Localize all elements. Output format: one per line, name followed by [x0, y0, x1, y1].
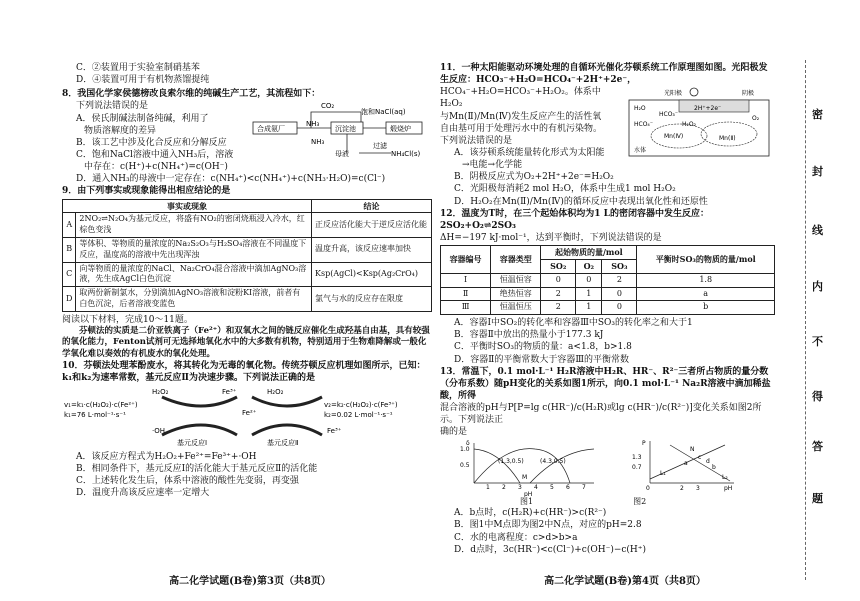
option-line: D．温度升高该反应速率一定增大	[76, 488, 210, 499]
question-line: ΔH=−197 kJ·mol⁻¹，达到平衡时，下列说法错误的是	[440, 232, 662, 243]
tick-label: 0.7	[632, 463, 642, 471]
svg-text:0: 0	[646, 484, 650, 492]
svg-text:4: 4	[534, 483, 538, 491]
diagram-rate: k₂=0.02 L·mol⁻¹·s⁻¹	[324, 410, 393, 419]
reading-title: 阅读以下材料，完成10～11题。	[62, 314, 193, 325]
question-13-stem: 13．常温下，0.1 mol·L⁻¹ H₂R溶液中H₂R、HR⁻、R²⁻三者所占物质的量分数（分布系数）随pH变化的关系如图1所示，向0.1 mol·L⁻¹ Na₂R溶液中滴加稀盐酸，所得	[440, 366, 771, 401]
diagram-rate: k₁=76 L·mol⁻¹·s⁻¹	[64, 410, 126, 419]
seal-char: 内	[812, 280, 823, 293]
table-header: 结论	[312, 199, 432, 213]
tick-label: 1.3	[632, 453, 642, 461]
table-row: Ⅰ 恒温恒容 0 0 2 1.8	[441, 273, 775, 287]
seal-char: 密	[812, 108, 823, 121]
table-row: C 向等物质的量浓度的NaCl、Na₂CrO₄混合溶液中滴加AgNO₃溶液，先生成AgCl白色沉淀 Ksp(AgCl)<Ksp(Ag₂CrO₄)	[63, 262, 432, 287]
svg-text:1: 1	[486, 483, 490, 491]
flow-box-tank: 沉淀池	[335, 125, 356, 134]
diagram-label: H₂O	[634, 105, 646, 113]
flow-label-product: NH₄Cl(s)	[391, 150, 421, 159]
flow-box-plant: 合成氨厂	[257, 125, 285, 134]
table-row: A 2NO₂⇌N₂O₄为基元反应，将盛有NO₂的密闭烧瓶浸入冷水，红棕色变浅 正反应活化能大于逆反应活化能	[63, 213, 432, 238]
left-column	[62, 62, 432, 499]
right-column	[440, 62, 775, 556]
diagram-label: ·OH	[152, 426, 165, 435]
question-12-table: 容器编号 容器类型 起始物质的量/mol 平衡时SO₃的物质的量/mol SO₂ O₂ SO₃ Ⅰ 恒温恒容 0 0 2 1.8 Ⅱ 绝热恒容 2 1 0 a Ⅲ 恒温恒压 2 1 0 b	[440, 245, 775, 315]
option-line: D．容器Ⅱ的平衡常数大于容器Ⅲ的平衡常数	[454, 354, 630, 365]
option-line: →电能→化学能	[462, 160, 523, 171]
page-footer-left: 高二化学试题(B卷)第3页（共8页）	[169, 576, 331, 587]
table-header: 容器类型	[491, 246, 541, 274]
diagram-label: Fe³⁺	[222, 387, 237, 396]
diagram-caption: 基元反应Ⅰ	[177, 438, 208, 447]
option-line: B．相同条件下，基元反应Ⅰ的活化能大于基元反应Ⅱ的活化能	[76, 463, 318, 474]
question-11-stem: 11．一种太阳能驱动环境处理的自循环光催化芬顿系统工作原理图如图。光阳极发生反应：HCO₃⁻+H₂O=HCO₄⁻+2H⁺+2e⁻，	[440, 63, 768, 86]
option-line: B．容器Ⅱ中放出的热量小于177.3 kJ	[454, 330, 604, 341]
flow-label-filter: 过滤	[373, 142, 387, 151]
option-line: C．上述转化发生后，体系中溶液的酸性先变弱，再变强	[76, 475, 299, 486]
photo-fenton-diagram	[624, 86, 774, 158]
table-row: B 等体积、等物质的量浓度的Na₂S₂O₃与H₂SO₄溶液在不同温度下反应，温度高的溶液中先出现浑浊 温度升高，该反应速率加快	[63, 237, 432, 262]
question-line: 混合溶液的pH与P[P=lg c(HR⁻)/c(H₂R)或lg c(HR⁻)/c(R²⁻)]变化关系如图2所示。下列说法正	[440, 403, 762, 426]
question-9-stem: 9．由下列事实或现象能得出相应结论的是	[62, 186, 231, 197]
flow-box-furnace: 煅烧炉	[390, 125, 411, 134]
svg-text:2: 2	[502, 483, 506, 491]
tick-label: 0.5	[460, 461, 470, 469]
point-label: (1.3,0.5)	[498, 457, 524, 465]
tick-label: 1.0	[460, 445, 470, 453]
flow-label-co2: CO₂	[321, 102, 335, 111]
diagram-label: H₂O₂	[682, 121, 697, 129]
axis-label: δ	[466, 439, 470, 447]
diagram-label: HCO₃⁻	[659, 111, 678, 119]
svg-text:N: N	[690, 445, 695, 453]
svg-text:5: 5	[550, 483, 554, 491]
figure-2-p-vs-ph	[630, 439, 740, 497]
diagram-label: H₂O₂	[267, 387, 284, 396]
table-header: 容器编号	[441, 246, 491, 274]
question-ask: 下列说法错误的是	[440, 135, 513, 146]
seal-char: 不	[812, 335, 823, 348]
table-row: Ⅲ 恒温恒压 2 1 0 b	[441, 301, 775, 315]
question-9-table	[62, 199, 432, 312]
option-line: B．阴极反应式为O₂+2H⁺+2e⁻=H₂O₂	[454, 172, 614, 183]
svg-text:b: b	[712, 463, 716, 471]
seal-dashed-line	[805, 60, 806, 580]
diagram-label: O₂	[752, 115, 760, 123]
svg-text:L₁: L₁	[660, 469, 666, 477]
question-ask: 下列说法错误的是	[76, 101, 149, 112]
svg-text:6: 6	[566, 483, 570, 491]
seal-char: 得	[812, 390, 823, 403]
option-line: A．该芬顿系统能量转化形式为太阳能	[454, 147, 605, 158]
point-label: (4.3,0.5)	[540, 457, 566, 465]
option-line: A．b点时，c(H₂R)+c(HR⁻)>c(R²⁻)	[454, 508, 607, 519]
table-header: 平衡时SO₃的物质的量/mol	[637, 246, 775, 274]
axis-label: pH	[724, 484, 733, 492]
option-line: C．饱和NaCl溶液中通入NH₃后，溶液	[76, 149, 234, 160]
diagram-label: Mn(Ⅳ)	[664, 133, 684, 141]
option-line: B．图1中M点即为图2中N点，对应的pH=2.8	[454, 520, 642, 531]
diagram-label: 阴极	[742, 90, 755, 98]
option-line: D．H₂O₂在Mn(Ⅱ)/Mn(Ⅳ)的循环反应中表现出氧化性和还原性	[454, 196, 708, 207]
reading-text: 芬顿法的实质是二价亚铁离子（Fe²⁺）和双氧水之间的链反应催化生成羟基自由基，具有较强的氧化能力，Fenton试剂可无选择地氧化水中的大多数有机物，特别适用于生物难降解或一般化学氧化难以奏效的有机废水的氧化处理。	[62, 325, 430, 359]
table-row: Ⅱ 绝热恒容 2 1 0 a	[441, 287, 775, 301]
seal-line-sidebar	[784, 0, 860, 601]
svg-text:3: 3	[518, 483, 522, 491]
seal-char: 线	[812, 224, 823, 237]
option-line: A．侯氏制碱法制备纯碱，利用了	[76, 113, 209, 124]
flow-label-mother: 母液	[335, 150, 349, 159]
flow-label-nh3-b: NH₃	[311, 138, 325, 147]
flow-label-saturated: 饱和NaCl(aq)	[361, 108, 406, 117]
axis-label: P	[642, 439, 646, 447]
question-line: 与Mn(Ⅱ)/Mn(Ⅳ)发生反应产生的活性氧	[440, 111, 602, 122]
table-row: D 取两份新制氯水，分别滴加AgNO₃溶液和淀粉KI溶液，前者有白色沉淀，后者溶液变蓝色 氯气与水的反应存在限度	[63, 287, 432, 312]
svg-text:2: 2	[680, 484, 684, 492]
option-line: D．通入NH₃的母液中一定存在：c(NH₄⁺)<c(NH₄⁺)+c(NH₃·H₂O)=c(Cl⁻)	[76, 174, 386, 185]
option-line: 中存在：c(H⁺)+c(NH₄⁺)=c(OH⁻)	[84, 162, 228, 173]
option-line: A．容器Ⅰ中SO₂的转化率和容器Ⅲ中SO₃的转化率之和大于1	[454, 318, 693, 329]
figure-caption: 图2	[633, 496, 647, 506]
svg-text:L₂: L₂	[722, 473, 728, 481]
option-line: D．④装置可用于有机物蒸馏提纯	[76, 75, 210, 86]
figure-1-distribution	[460, 439, 600, 497]
diagram-label: 光阳极	[664, 90, 683, 98]
diagram-label: Fe²⁺	[242, 408, 257, 417]
diagram-label: H₂O₂	[152, 387, 169, 396]
soda-process-flowchart	[251, 100, 431, 162]
diagram-label: HCO₄⁻	[634, 121, 653, 129]
fenton-mechanism-diagram	[62, 385, 402, 447]
option-line: 物质溶解度的差异	[84, 125, 157, 136]
svg-text:7: 7	[582, 483, 586, 491]
flow-label-nh3: NH₃	[306, 120, 320, 129]
option-line: C．水的电离程度：c>d>b>a	[454, 532, 578, 543]
option-line: C．②装置用于实验室制硝基苯	[76, 63, 200, 73]
question-8-stem: 8．我国化学家侯德榜改良索尔维的纯碱生产工艺，其流程如下：	[62, 89, 321, 100]
option-line: C．光阳极每消耗2 mol H₂O，体系中生成1 mol H₂O₂	[454, 184, 676, 195]
seal-char: 答	[812, 440, 823, 453]
table-header: 事实或现象	[63, 199, 312, 213]
question-12-stem: 12．温度为T时，在三个起始体积均为1 L的密闭容器中发生反应：2SO₂+O₂⇌2SO₃	[440, 208, 709, 231]
question-line: HCO₄⁻+H₂O=HCO₃⁻+H₂O₂。体系中H₂O₂	[440, 87, 601, 110]
diagram-label: Mn(Ⅱ)	[719, 135, 736, 143]
diagram-rate: v₁=k₁·c(H₂O₂)·c(Fe²⁺)	[64, 400, 138, 409]
point-label: M	[522, 473, 528, 481]
diagram-label: 水体	[634, 147, 647, 155]
diagram-rate: v₂=k₂·c(H₂O₂)·c(Fe³⁺)	[324, 400, 398, 409]
svg-text:3: 3	[696, 484, 700, 492]
question-10-stem: 10．芬顿法处理苯酚废水，将其转化为无毒的氧化物。传统芬顿反应机理如图所示，已知：k₁和k₂为速率常数，基元反应Ⅱ为决速步骤。下列说法正确的是	[62, 361, 426, 384]
diagram-label: Fe³⁺	[327, 426, 342, 435]
table-header: 起始物质的量/mol	[541, 246, 637, 260]
svg-text:c: c	[698, 453, 702, 461]
svg-text:d: d	[706, 457, 710, 465]
diagram-caption: 基元反应Ⅱ	[267, 438, 299, 447]
page-footer-right: 高二化学试题(B卷)第4页（共8页）	[544, 576, 706, 587]
seal-char: 题	[812, 492, 823, 505]
option-line: B．该工艺中涉及化合反应和分解反应	[76, 137, 227, 148]
option-line: A．该反应方程式为H₂O₂+Fe²⁺=Fe³⁺+·OH	[76, 451, 257, 462]
svg-text:a: a	[684, 459, 688, 467]
question-line: 自由基可用于处理污水中的有机污染物。	[440, 123, 603, 134]
option-line: D．d点时，3c(HR⁻)<c(Cl⁻)+c(OH⁻)−c(H⁺)	[454, 544, 647, 555]
seal-char: 封	[812, 165, 823, 178]
figure-caption: 图1	[520, 496, 534, 506]
option-line: C．平衡时SO₃的物质的量：a<1.8，b>1.8	[454, 342, 632, 353]
axis-label: pH	[524, 490, 533, 497]
question-line: 确的是	[440, 427, 468, 438]
diagram-label: 2H⁺+2e⁻	[694, 105, 722, 113]
